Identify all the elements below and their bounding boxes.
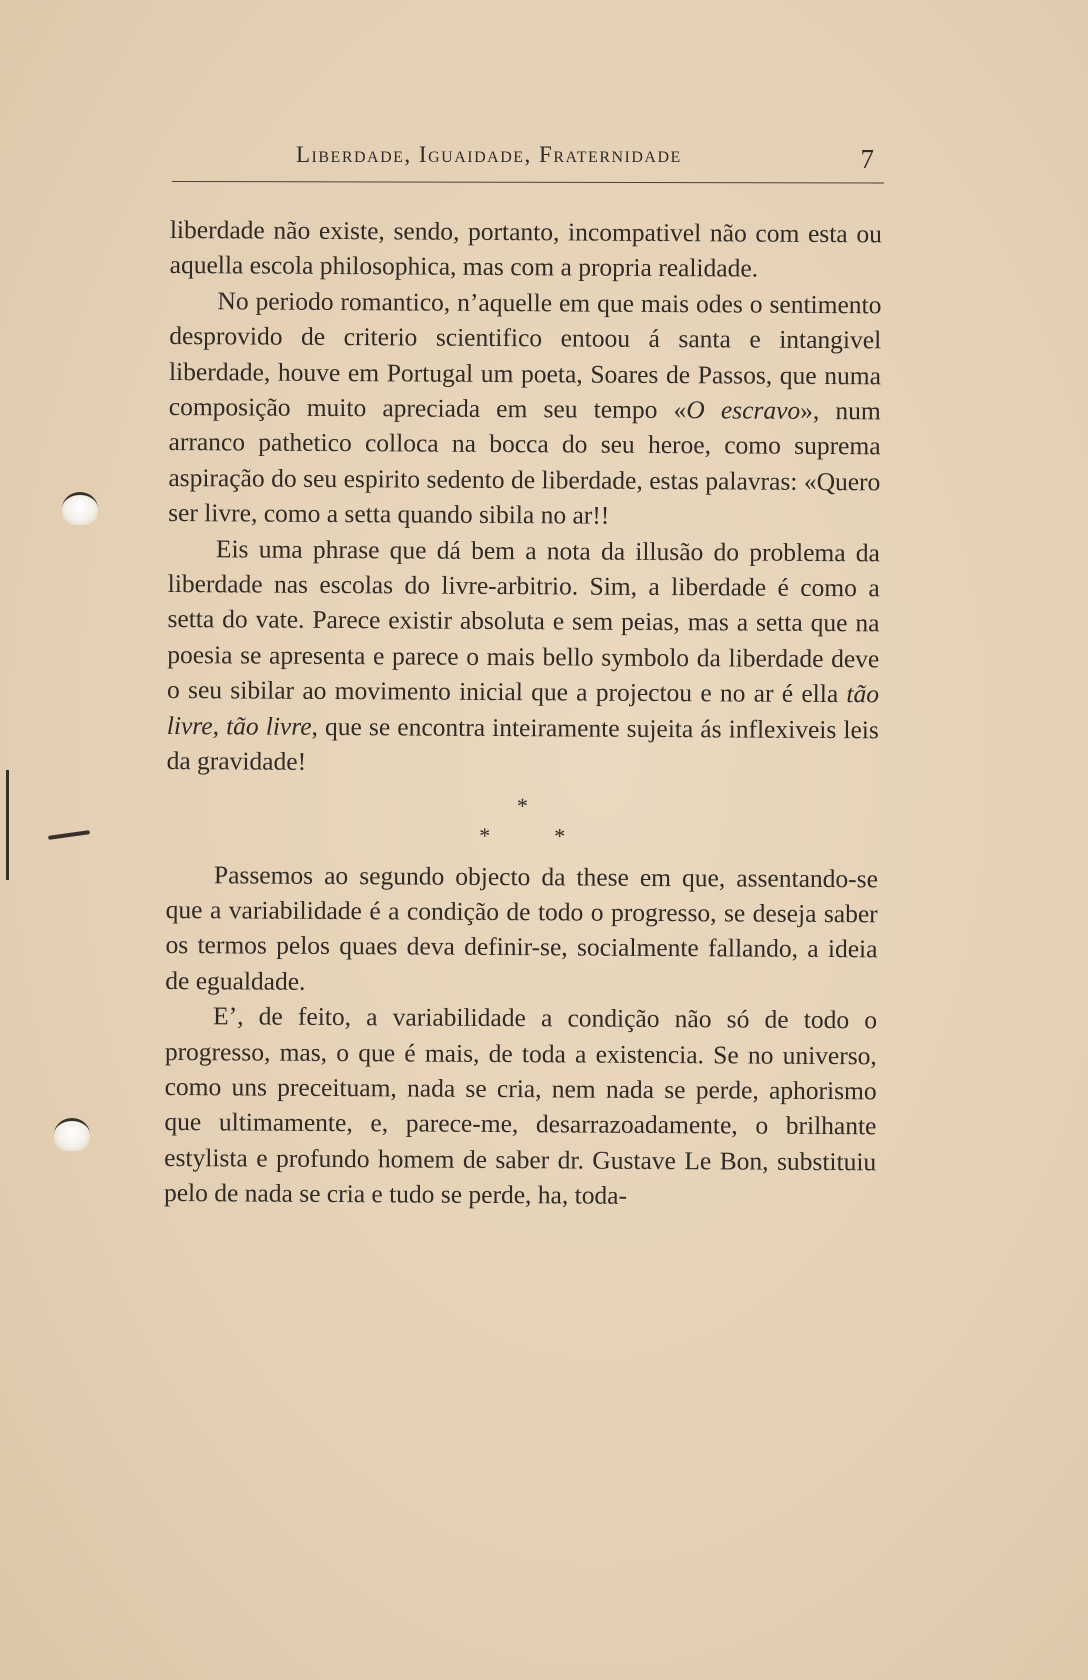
- asterism-star: *: [516, 792, 528, 818]
- running-title: Liberdade, Iguaidade, Fraternidade: [296, 142, 682, 167]
- paragraph-2: No periodo romantico, n’aquelle em que mais odes o sentimento desprovido de criterio scientifico entoou á santa e intangivel liberdade, houve em Portugal um poeta, Soares de Passos, que numa composição muito apreciada em seu tempo «O escravo», num arranco pathetico colloca na bocca do seu heroe, como suprema aspiração do seu espirito sedento de liberdade, estas palavras: «Quero ser livre, como a setta quando sibila no ar!!: [168, 286, 882, 530]
- paragraph-1: liberdade não existe, sendo, portanto, incompativel não com esta ou aquella escola philosophica, mas com a propria realidade.: [169, 214, 882, 283]
- page-number: 7: [860, 144, 874, 174]
- body-text: [164, 212, 882, 1215]
- emphasis-phrase: tão livre, tão livre: [166, 679, 880, 741]
- binding-hole-top: [62, 492, 98, 525]
- asterism-star: *: [554, 822, 566, 848]
- section-ornament: [166, 788, 878, 852]
- asterism-star: *: [479, 822, 491, 848]
- binding-mark: [6, 770, 9, 880]
- header-rule: [172, 181, 884, 183]
- ink-smudge: [48, 830, 90, 840]
- page-header: [172, 138, 882, 178]
- poem-title: O escravo: [686, 395, 801, 425]
- paragraph-4: Passemos ao segundo objecto da these em que, assentando-se que a variabilidade é a condição de todo o progresso, se deseja saber os termos pelos quaes deva definir-se, socialmente fallando, a ideia de egualdade.: [165, 859, 879, 996]
- binding-hole-bottom: [54, 1118, 90, 1151]
- paragraph-5: E’, de feito, a variabilidade a condição não só de todo o progresso, mas, o que é mais, de toda a existencia. Se no universo, como uns preceituam, nada se cria, nem nada se perde, aphorismo que ultimamente, e, parece-me, desarrazoadamente, o brilhante estylista e profundo homem de saber dr. Gustave Le Bon, substituiu pelo de nada se cria e tudo se perde, ha, toda-: [163, 1001, 878, 1210]
- paragraph-3: Eis uma phrase que dá bem a nota da illusão do problema da liberdade nas escolas do livre-arbitrio. Sim, a liberdade é como a setta do vate. Parece existir absoluta e sem peias, mas a setta que na poesia se apresenta e parece o mais bello symbolo da liberdade deve o seu sibilar ao movimento inicial que a projectou e no ar é ella tão livre, tão livre, que se encontra inteiramente sujeita ás inflexiveis leis da gravidade!: [166, 533, 881, 776]
